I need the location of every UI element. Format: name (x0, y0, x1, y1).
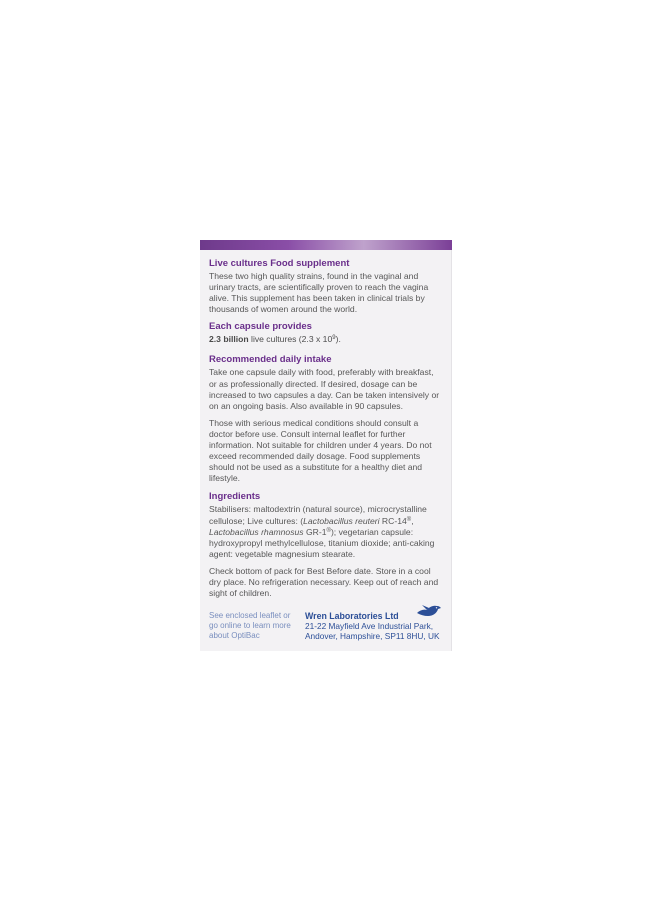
registered-mark-2: ® (326, 527, 331, 534)
leaflet-note: See enclosed leaflet or go online to learn more about OptiBac (209, 611, 291, 640)
wren-bird-icon (416, 604, 442, 618)
company-name: Wren Laboratories Ltd (305, 611, 399, 621)
live-cultures-heading: Live cultures Food supplement (209, 258, 350, 269)
ingredients-text (209, 504, 443, 559)
registered-mark: ® (406, 516, 412, 523)
capsule-amount-rest: live cultures (2.3 x 10 (248, 334, 333, 345)
address-line-1: 21-22 Mayfield Ave Industrial Park, (305, 621, 434, 632)
capsule-exponent: 9 (332, 335, 336, 342)
strain-reuteri: Lactobacillus reuteri (303, 515, 380, 526)
address-line-2: Andover, Hampshire, SP11 8HU, UK (305, 631, 440, 642)
live-cultures-text: These two high quality strains, found in the vaginal and urinary tracts, are scientifically proven to reach the vagina alive. This supplement has been taken in clinical trials by thousands of women around the world. (209, 271, 429, 315)
intake-heading: Recommended daily intake (209, 354, 332, 366)
intake-text: Take one capsule daily with food, preferably with breakfast, or as professionally directed. If desired, dosage can be increased to two capsules a day. Can be taken intensively or on an ongoing basis. Also available in 90 capsules. (209, 367, 440, 411)
panel-footer (209, 611, 447, 647)
panel-content (209, 258, 443, 605)
ingredients-part-d: GR-1 (303, 526, 327, 537)
product-box-side-panel (200, 240, 452, 651)
capsule-amount: 2.3 billion (209, 334, 249, 345)
ingredients-heading: Ingredients (209, 491, 261, 503)
storage-text: Check bottom of pack for Best Before date. Store in a cool dry place. No refrigeration necessary. Keep out of reach and sight of children. (209, 565, 439, 599)
ingredients-part-a: Stabilisers: maltodextrin (natural source), microcrystalline cellulose; Live cultures: ( (209, 504, 427, 526)
warning-text: Those with serious medical conditions should consult a doctor before use. Consult internal leaflet for further information. Not suitable for children under 4 years. Do not exceed recommended daily dosage. Food supplements should not be used as a substitute for a healthy diet and lifestyle. (209, 417, 432, 484)
capsule-amount-line (209, 334, 443, 345)
ingredients-part-c: , (411, 515, 414, 526)
capsule-amount-close: ). (335, 334, 341, 345)
ingredients-part-e: ); vegetarian capsule: hydroxypropyl methylcellulose, titanium dioxide; anti-caking agent: vegetable magnesium stearate. (209, 526, 435, 559)
ingredients-part-b: RC-14 (379, 515, 407, 526)
capsule-heading: Each capsule provides (209, 321, 312, 333)
purple-top-band (200, 240, 452, 250)
strain-rhamnosus: Lactobacillus rhamnosus (209, 526, 304, 537)
